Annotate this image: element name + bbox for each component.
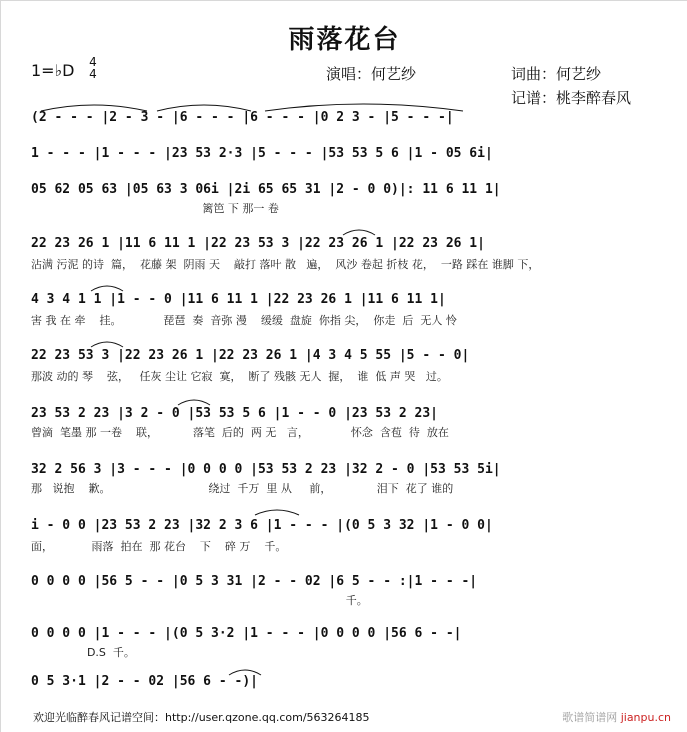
time-signature [87,56,99,80]
lyric-row: 那波 动的 琴 弦， 任灰 尘让 它寂 寞， 断了 残骸 无人 握， 谁 低 声 哭 过。 [31,370,448,383]
lyric-row: 篱笆 下 那一 卷 [31,202,279,215]
footer-note: 欢迎光临醉春风记谱空间：http://user.qzone.qq.com/563264185 [33,711,370,724]
time-signature-bottom: 4 [89,67,97,81]
transcriber-credit: 记谱：桃李醉春风 [511,89,632,107]
lyric-row: D.S 千。 [31,646,135,659]
notation-row: 22 23 53 3 |22 23 26 1 |22 23 26 1 |4 3 4 5 55 |5 - - 0| [31,348,470,363]
lyric-row: 面， 雨落 拍在 那 花台 下 碎 万 千。 [31,540,287,553]
song-title: 雨落花台 [288,25,401,55]
notation-row: 0 0 0 0 |1 - - - |(0 5 3·2 |1 - - - |0 0 0 0 |56 6 - -| [31,626,462,641]
watermark-text: 歌谱简谱网 [562,711,618,724]
notation-row: 05 62 05 63 |05 63 3 06i |2i 65 65 31 |2 - 0 0)|: 11 6 11 1| [31,182,501,197]
notation-row: i - 0 0 |23 53 2 23 |32 2 3 6 |1 - - - |(0 5 3 32 |1 - 0 0| [31,518,493,533]
notation-row: (2 - - - |2 - 3 - |6 - - - |6 - - - |0 2 3 - |5 - - -| [31,110,454,125]
lyric-row: 那 说抱 歉。 绕过 千万 里 从 前， 泪下 花了 谁的 [31,482,454,495]
notation-row: 32 2 56 3 |3 - - - |0 0 0 0 |53 53 2 23 |32 2 - 0 |53 53 5i| [31,462,501,477]
lyric-row: 害 我 在 牵 挂。 琵琶 奏 音弥 漫 缓缓 盘旋 你指 尖， 你走 后 无人 怜 [31,314,457,327]
site-watermark [562,709,671,725]
singer-credit: 演唱：何艺纱 [326,65,417,83]
key-signature: 1=♭D [31,61,75,80]
notation-row: 22 23 26 1 |11 6 11 1 |22 23 53 3 |22 23 26 1 |22 23 26 1| [31,236,485,251]
watermark-brand: jianpu.cn [620,711,671,724]
lyric-row: 千。 [31,594,368,607]
time-signature-top: 4 [89,55,97,69]
notation-row: 1 - - - |1 - - - |23 53 2·3 |5 - - - |53 53 5 6 |1 - 05 6i| [31,146,493,161]
lyric-row: 沾满 污泥 的诗 篇， 花藤 架 阴雨 天 敲打 落叶 散 遍， 风沙 卷起 折枝 花， 一路 踩在 谁脚 下， [31,258,540,271]
lyric-row: 曾滴 笔墨 那 一卷 联， 落笔 后的 两 无 言， 怀念 含苞 待 放在 [31,426,449,439]
notation-row: 0 5 3·1 |2 - - 02 |56 6 - -)| [31,674,258,689]
notation-row: 23 53 2 23 |3 2 - 0 |53 53 5 6 |1 - - 0 |23 53 2 23| [31,406,438,421]
notation-row: 0 0 0 0 |56 5 - - |0 5 3 31 |2 - - 02 |6 5 - - :|1 - - -| [31,574,478,589]
notation-row: 4 3 4 1 1 |1 - - 0 |11 6 11 1 |22 23 26 1 |11 6 11 1| [31,292,446,307]
composer-credit: 词曲：何艺纱 [511,65,602,83]
